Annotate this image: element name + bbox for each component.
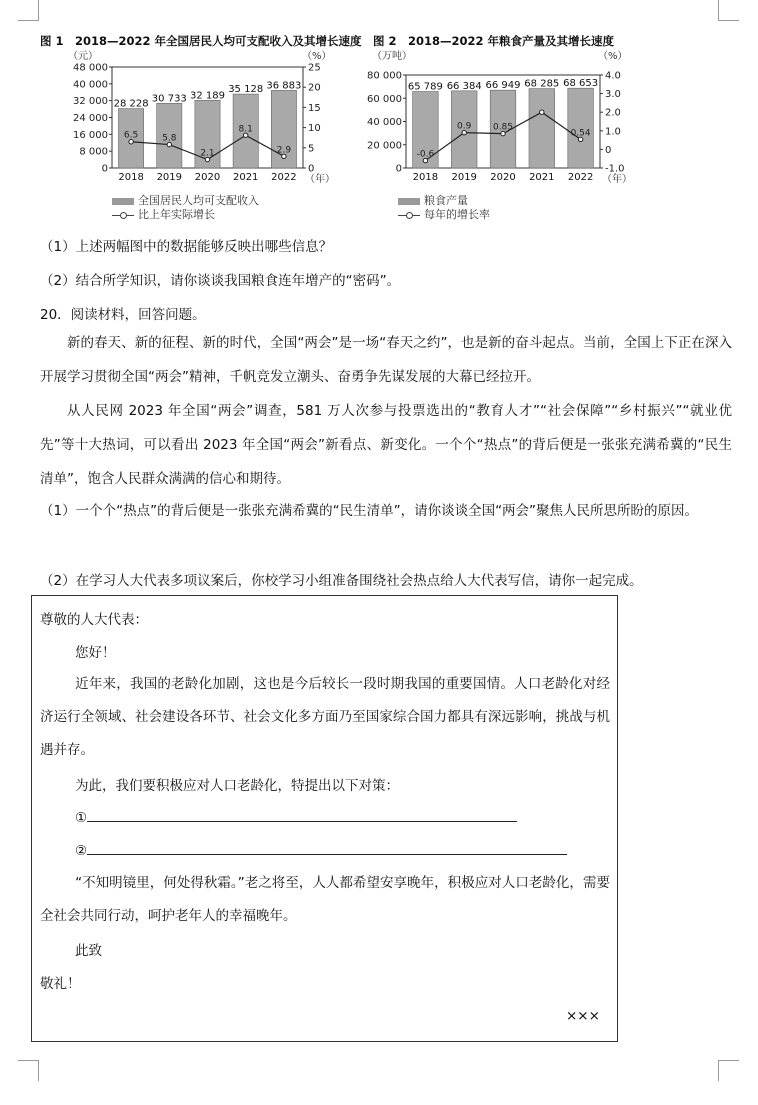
left-tick-label: 40 000 bbox=[367, 117, 402, 128]
q20-sub2: （2）在学习人大代表多项议案后，你校学习小组准备围绕社会热点给人大代表写信，请你一起完成。 bbox=[40, 573, 643, 589]
bar-swatch bbox=[398, 198, 420, 205]
growth-value-label: 5.8 bbox=[162, 133, 177, 144]
answer-blank-1[interactable] bbox=[87, 807, 517, 822]
left-tick-label: 0 bbox=[395, 163, 402, 175]
right-tick-label: 20 bbox=[308, 82, 321, 94]
left-tick-label: 60 000 bbox=[367, 93, 402, 105]
figure-1-title: 图 1 2018—2022 年全国居民人均可支配收入及其增长速度 bbox=[40, 34, 362, 48]
figure-1-legend-line: 比上年实际增长 bbox=[112, 206, 215, 222]
right-tick-label: 1.0 bbox=[605, 126, 621, 138]
left-tick-label: 8 000 bbox=[79, 146, 108, 158]
letter-item-2 bbox=[75, 840, 567, 859]
crop-mark-bottom-right bbox=[718, 1060, 739, 1081]
x-tick-label: 2021 bbox=[529, 172, 555, 183]
answer-blank-2[interactable] bbox=[87, 840, 567, 855]
left-tick-label: 32 000 bbox=[73, 96, 108, 108]
left-tick-label: 16 000 bbox=[73, 129, 108, 141]
bar-value-label: 35 128 bbox=[228, 84, 264, 96]
figure-2-legend-bar: 粮食产量 bbox=[398, 192, 468, 208]
line-swatch bbox=[398, 215, 420, 216]
right-tick-label: 2.0 bbox=[605, 107, 621, 119]
letter-body-3: “不知明镜里，何处得秋霜。”老之将至，人人都希望安享晚年，积极应对人口老龄化，需要全社会共同行动，呵护老年人的幸福晚年。 bbox=[40, 875, 610, 924]
bar-value-label: 28 228 bbox=[113, 98, 149, 110]
right-axis-unit: （%） bbox=[598, 51, 628, 62]
x-tick-label: 2020 bbox=[194, 172, 221, 183]
x-tick-label: 2018 bbox=[118, 172, 144, 183]
x-tick-label: 2019 bbox=[156, 172, 183, 183]
figure-2-legend-line: 每年的增长率 bbox=[398, 206, 490, 222]
q20-heading: 20．阅读材料，回答问题。 bbox=[40, 307, 206, 323]
x-tick-label: 2021 bbox=[232, 172, 259, 183]
item-2-marker: ② bbox=[75, 843, 88, 859]
bar-value-label: 66 949 bbox=[485, 80, 521, 92]
crop-mark-top-left bbox=[18, 0, 39, 21]
q20-material-para-2: 从人民网 2023 年全国“两会”调查，581 万人次参与投票选出的“教育人才”“社会保障”“乡村振兴”“就业优先”等十大热词，可以看出 2023 年全国“两会”新看点、新变化。一个个“热点”的背后便是一张张充满希冀的“民生清单”，饱含人民群众满满的信心和期待。 bbox=[40, 403, 732, 487]
bar-value-label: 66 384 bbox=[446, 80, 482, 92]
figure-1-chart bbox=[40, 50, 358, 190]
left-tick-label: 40 000 bbox=[73, 79, 108, 91]
growth-value-label: -0.6 bbox=[416, 149, 435, 160]
bar bbox=[529, 89, 555, 168]
q20-material-para-1: 新的春天、新的征程、新的时代，全国“两会”是一场“春天之约”，也是新的奋斗起点。当前，全国上下正在深入开展学习贯彻全国“两会”精神，千帆竞发立潮头、奋勇争先谋发展的大幕已经拉开。 bbox=[40, 335, 732, 385]
left-tick-label: 20 000 bbox=[367, 140, 402, 152]
letter-closing-2: 敬礼！ bbox=[40, 976, 81, 992]
right-tick-label: 0 bbox=[605, 144, 612, 156]
figure-2-chart bbox=[350, 50, 640, 190]
right-axis-unit: （%） bbox=[302, 51, 332, 62]
right-tick-label: 10 bbox=[308, 123, 321, 135]
left-axis-unit: （元） bbox=[68, 51, 98, 62]
crop-mark-bottom-left bbox=[18, 1060, 39, 1081]
bar-value-label: 68 285 bbox=[524, 78, 560, 90]
q19-sub1: （1）上述两幅图中的数据能够反映出哪些信息？ bbox=[40, 239, 333, 255]
growth-value-label: 0.85 bbox=[492, 122, 514, 133]
x-axis-unit: （年） bbox=[602, 174, 632, 185]
left-axis-unit: （万吨） bbox=[372, 51, 412, 62]
letter-salutation: 尊敬的人大代表： bbox=[40, 612, 148, 628]
left-tick-label: 0 bbox=[101, 163, 108, 175]
letter-body-2: 为此，我们要积极应对人口老龄化，特提出以下对策： bbox=[75, 778, 399, 794]
growth-value-label: 6.5 bbox=[123, 130, 139, 141]
x-axis-unit: （年） bbox=[305, 174, 335, 185]
left-tick-label: 24 000 bbox=[73, 113, 108, 124]
x-tick-label: 2018 bbox=[412, 172, 439, 183]
x-tick-label: 2020 bbox=[490, 172, 516, 183]
growth-point bbox=[540, 110, 544, 114]
bar-value-label: 36 883 bbox=[266, 80, 302, 92]
q20-sub1: （1）一个个“热点”的背后便是一张张充满希冀的“民生清单”，请你谈谈全国“两会”聚焦人民所思所盼的原因。 bbox=[40, 503, 699, 519]
growth-value-label: 0.9 bbox=[457, 121, 472, 132]
crop-mark-top-right bbox=[718, 0, 739, 21]
right-tick-label: 0 bbox=[308, 163, 315, 175]
letter-item-1 bbox=[75, 807, 517, 826]
x-tick-label: 2022 bbox=[567, 172, 594, 183]
growth-value-label: 2.1 bbox=[200, 148, 215, 159]
left-tick-label: 80 000 bbox=[367, 70, 402, 82]
letter-greeting: 您好！ bbox=[75, 645, 116, 661]
right-tick-label: 25 bbox=[308, 62, 321, 74]
letter-signature: ××× bbox=[566, 1008, 600, 1024]
q19-sub2: （2）结合所学知识，请你谈谈我国粮食连年增产的“密码”。 bbox=[40, 273, 401, 289]
bar-value-label: 65 789 bbox=[407, 81, 443, 93]
growth-value-label: 0.54 bbox=[570, 128, 591, 139]
bar-value-label: 32 189 bbox=[190, 90, 225, 102]
x-tick-label: 2019 bbox=[451, 172, 477, 183]
item-1-marker: ① bbox=[75, 810, 88, 826]
right-tick-label: 5 bbox=[308, 143, 315, 155]
bar-value-label: 68 653 bbox=[563, 78, 599, 90]
bar-value-label: 30 733 bbox=[151, 93, 187, 105]
bar-swatch bbox=[112, 198, 134, 205]
figure-1-legend-bar: 全国居民人均可支配收入 bbox=[112, 192, 259, 208]
right-tick-label: 4.0 bbox=[605, 70, 621, 82]
left-tick-label: 48 000 bbox=[73, 62, 108, 74]
letter-closing-1: 此致 bbox=[75, 943, 102, 959]
right-tick-label: 15 bbox=[308, 102, 321, 114]
x-tick-label: 2022 bbox=[271, 172, 297, 183]
figure-2-title: 图 2 2018—2022 年粮食产量及其增长速度 bbox=[373, 34, 615, 48]
letter-box bbox=[31, 595, 618, 1042]
right-tick-label: -1.0 bbox=[605, 163, 625, 175]
line-swatch bbox=[112, 215, 134, 216]
growth-value-label: 8.1 bbox=[238, 124, 253, 135]
growth-value-label: 2.9 bbox=[276, 145, 292, 156]
letter-body-1: 近年来，我国的老龄化加剧，这也是今后较长一段时期我国的重要国情。人口老龄化对经济运行全领域、社会建设各环节、社会文化多方面乃至国家综合国力都具有深远影响，挑战与机遇并存。 bbox=[40, 676, 610, 758]
right-tick-label: 3.0 bbox=[605, 89, 621, 101]
